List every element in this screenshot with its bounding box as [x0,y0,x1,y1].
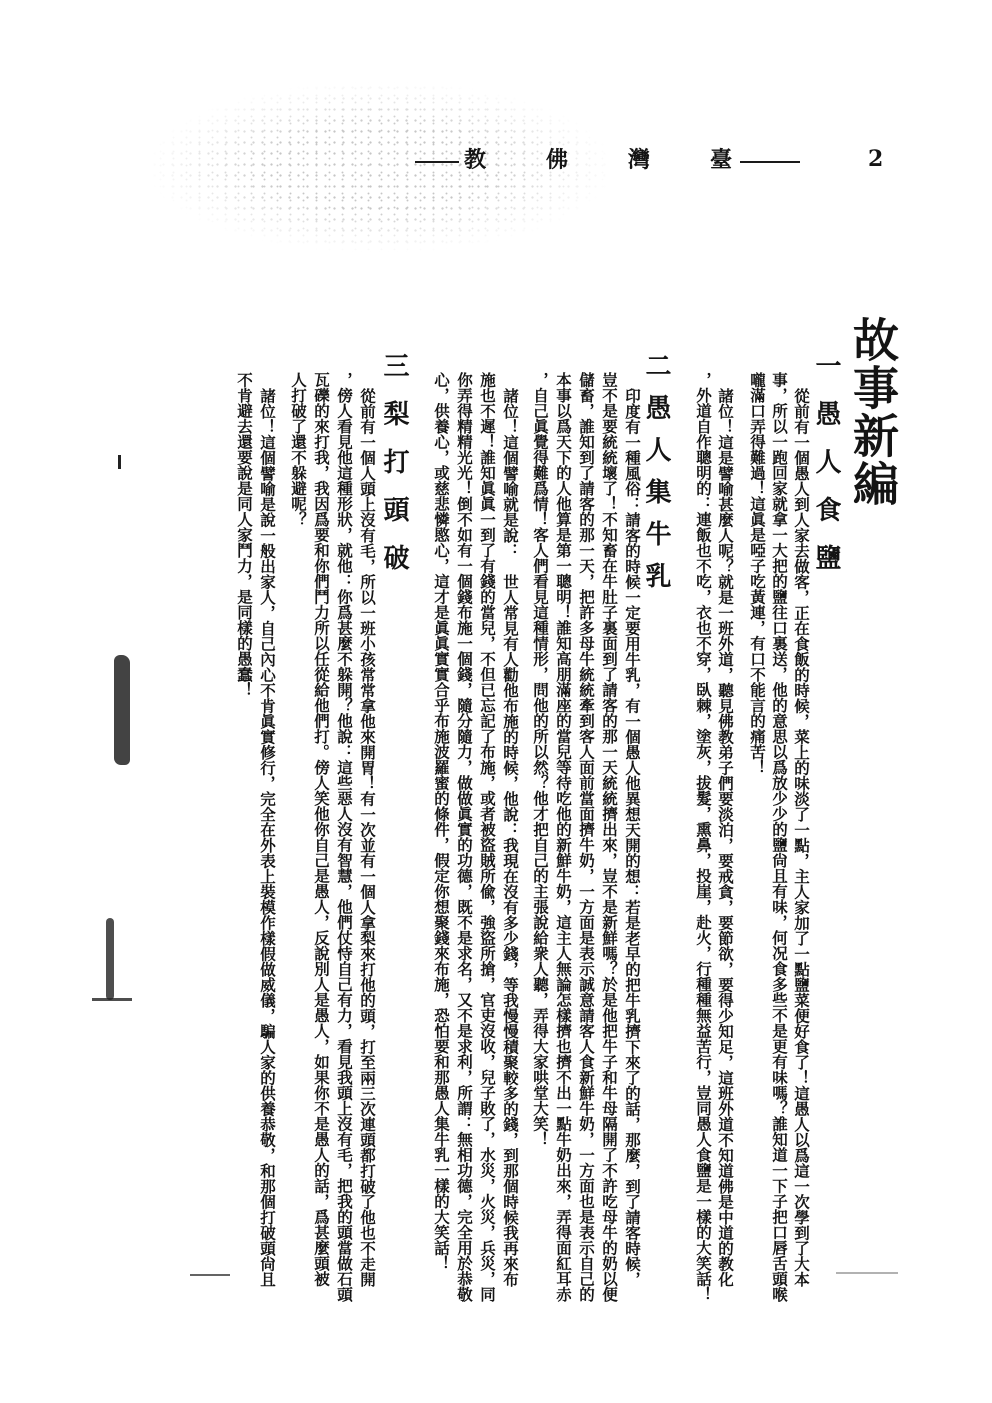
scan-smudge [118,455,121,469]
section-number: 三 [379,352,409,400]
section-heading [811,352,841,592]
text-column: ，傍人看見他這種形狀，就他：你爲甚麼不躲開？他說：這些惡人沒有智慧，他們仗恃自己有力，看見我頭上沒有毛，把我的頭當做石頭 [335,372,354,1302]
text-column: ，自己眞覺得難爲情！客人們看見這種情形，問他的所以然？他才把自己的主張說給衆人聽，弄得大家哄堂大笑！ [531,372,550,1147]
text-column: ，外道自作聰明的：連飯也不吃，衣也不穿，臥棘，塗灰，拔髮，熏鼻，投崖，赴火，行種種無益苦行，豈同愚人食鹽是一樣的大笑話！ [694,372,713,1302]
scan-smudge [114,655,130,765]
scan-smudge [106,918,114,1000]
section-number: 一 [811,352,841,400]
text-column: 不肯避去還要說是同人家鬥力，是同樣的愚蠢！ [235,372,254,698]
scan-smudge [190,1274,230,1276]
section-title: 梨打頭破 [379,400,409,592]
header-rule-left [415,161,459,163]
text-column: 諸位！這個譬喻就是說： 世人常見有人勸他布施的時候，他說：我現在沒有多少錢，等我慢慢積聚較多的錢，到那個時候我再來布 [501,388,520,1287]
text-column: 事，所以一跑回家就拿一大把的鹽往口裏送，他的意思以爲放少少的鹽尙且有味，何况食多些不是更有味嗎？誰知道一下子把口唇舌頭喉 [770,372,789,1302]
section-number: 二 [641,352,671,394]
text-column: 諸位！這是譬喻甚麼人呢？就是一班外道，聽見佛教弟子們要淡泊，要戒貪，要節欲，要得少知足，這班外道不知道佛是中道的教化 [716,388,735,1287]
text-column: 諸位！這個譬喻是說一般出家人，自己內心不肯眞實修行，完全在外表上裝模作樣假做威儀，騙人家的供養恭敬，和那個打破頭尙且 [258,388,277,1287]
scan-smudge [836,1272,898,1274]
text-column: 施也不遲！誰知眞眞一到了有錢的當兒，不但已忘記了布施，或者被盜賊所偸，強盜所搶，官吏沒收，兒子敗了，水災，火災，兵災，同 [478,372,497,1302]
section-heading [641,352,671,604]
section-title: 愚人集牛乳 [641,394,671,604]
header-rule-right [740,161,800,163]
text-column: 豈不是要統統壞了！不知畜在牛肚子裏面到了請客的那一天統統擠出來，豈不是新鮮嗎？於是他把牛子和牛母隔開了不許吃母牛的奶以便 [600,372,619,1302]
text-column: 你弄得精精光光！倒不如有一個錢布施一個錢，隨分隨力，做做眞實的功德，既不是求名，又不是求利，所謂：無相功德，完全用於恭敬 [455,372,474,1302]
text-column: 本事以爲天下的人他算是第一聰明！誰知高朋滿座的當兒等待吃他的新鮮牛奶，這主人無論怎樣擠也擠不出一點牛奶出來，弄得面紅耳赤 [554,372,573,1302]
section-title: 愚人食鹽 [811,400,841,592]
text-column: 瓦礫的來打我，我因爲要和你們鬥力所以任從給他們打。傍人笑他你自己是愚人，反說別人是愚人，如果你不是愚人的話，爲甚麼頭被 [312,372,331,1287]
page-number: 2 [868,146,884,172]
article-title: 故事新編 [846,316,900,508]
text-column: 印度有一種風俗：請客的時候一定要用牛乳，有一個愚人他異想天開的想：若是老早的把牛乳擠下來了的話，那麼，到了請客時候， [623,388,642,1287]
text-column: 嚨滿口弄得難過！這眞是啞子吃黃連，有口不能言的痛苦！ [748,372,767,775]
text-column: 儲畜，誰知到了請客的那一天，把許多母牛統統牽到客人面前當面擠牛奶，一方面是表示誠意請客人食新鮮牛奶，一方面也是表示自己的 [577,372,596,1302]
text-column: 從前有一個人頭上沒有毛，所以一班小孩常常拿他來開胃！有一次並有一個人拿梨來打他的頭，打至兩三次連頭都打破了他也不走開 [358,388,377,1287]
text-column: 人打破了還不躲避呢？ [289,372,308,527]
text-column: 心，供養心，或慈悲憐愍心，這才是眞眞實實合乎布施波羅蜜的條件，假定你想聚錢來布施，恐怕要和那愚人集牛乳一樣的大笑話！ [432,372,451,1271]
magazine-title: 臺灣佛教 [464,147,732,173]
text-column: 從前有一個愚人到人家去做客，正在食飯的時候，菜上的味淡了一點，主人家加了一點鹽菜便好食了！這愚人以爲這一次學到了大本 [792,388,811,1287]
section-heading [379,352,409,592]
scan-smudge [92,998,132,1001]
